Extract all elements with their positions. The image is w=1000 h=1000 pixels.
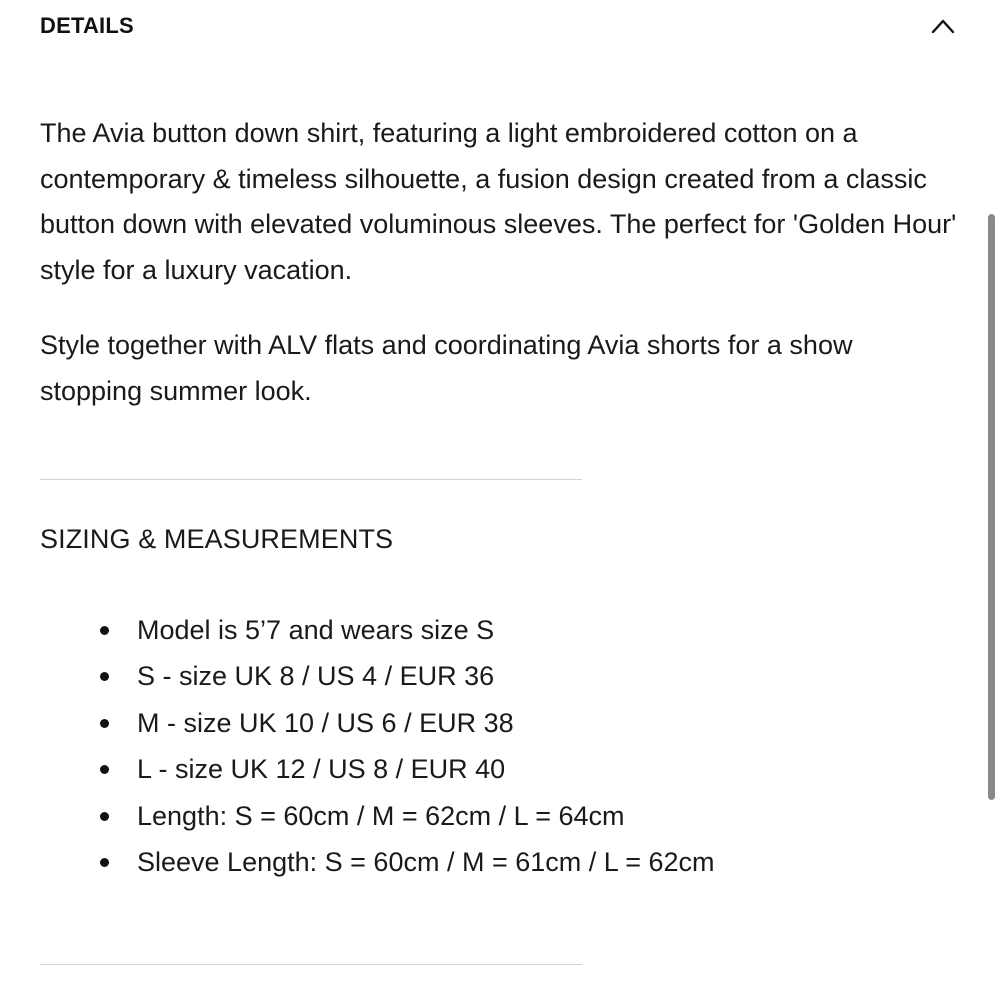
bullet-icon: [100, 812, 109, 821]
bullet-icon: [100, 719, 109, 728]
list-item-text: M - size UK 10 / US 6 / EUR 38: [137, 707, 514, 738]
list-item: [0, 607, 715, 653]
list-item-text: Sleeve Length: S = 60cm / M = 61cm / L = 62cm: [137, 846, 715, 877]
list-item: [0, 700, 715, 746]
list-item-text: L - size UK 12 / US 8 / EUR 40: [137, 754, 506, 785]
scrollbar-thumb[interactable]: [988, 214, 995, 800]
sizing-heading: SIZING & MEASUREMENTS: [40, 524, 394, 554]
description-paragraph: Style together with ALV flats and coordinating Avia shorts for a show stopping summer look.: [40, 330, 853, 406]
details-accordion-header[interactable]: [40, 0, 960, 56]
details-title: DETAILS: [40, 13, 134, 38]
list-item-text: Model is 5’7 and wears size S: [137, 615, 495, 645]
list-item-text: Length: S = 60cm / M = 62cm / L = 64cm: [137, 800, 625, 831]
list-item: [0, 746, 715, 792]
bullet-icon: [100, 626, 109, 635]
list-item: [0, 793, 715, 839]
section-divider: [40, 964, 582, 965]
list-item: [0, 653, 715, 699]
sizing-list: [0, 607, 715, 885]
description-paragraph: The Avia button down shirt, featuring a light embroidered cotton on a contemporary & timeless silhouette, a fusion design created from a classic button down with elevated voluminous sleeves. The perfect for 'Golden Hour' style for a luxury vacation.: [40, 118, 957, 286]
list-item: [0, 839, 715, 885]
bullet-icon: [100, 858, 109, 867]
section-divider: [40, 479, 582, 480]
chevron-up-icon[interactable]: [930, 16, 956, 36]
scrollbar[interactable]: [986, 0, 1000, 1000]
list-item-text: S - size UK 8 / US 4 / EUR 36: [137, 661, 495, 692]
bullet-icon: [100, 765, 109, 774]
bullet-icon: [100, 672, 109, 681]
